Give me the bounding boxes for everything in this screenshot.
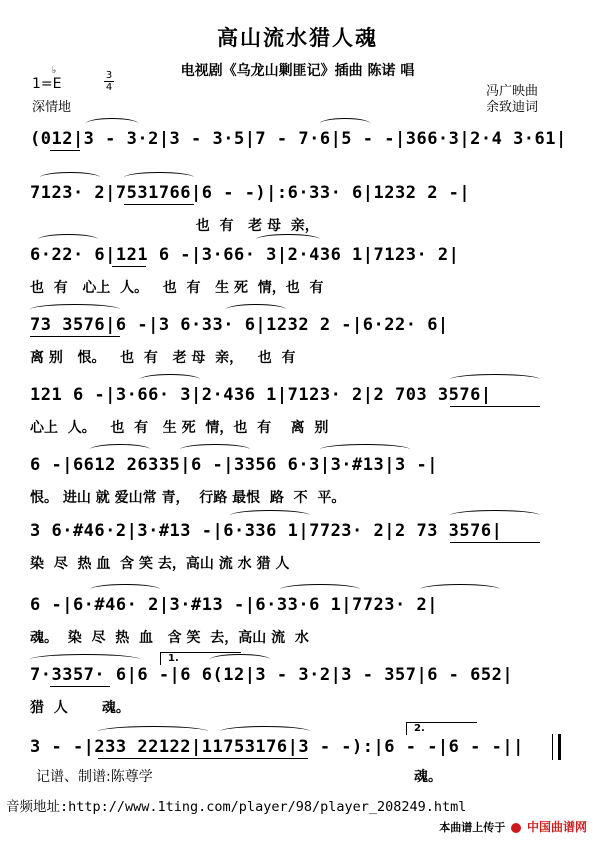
staff-lyrics: 染 尽 热 血 含 笑 去，高山 流 水 猎 人 xyxy=(30,556,290,572)
staff-lyrics: 离 别 恨。 也 有 老 母 亲， 也 有 xyxy=(30,350,296,366)
staff-notes: 3 - -|233 22122|11753176|3 - -):|6 - -|6 - -|| xyxy=(30,737,524,757)
upload-notice: 本曲谱上传于 xyxy=(439,821,506,834)
slur-mark xyxy=(140,374,200,385)
slur-mark xyxy=(420,584,500,595)
first-ending-number: 1. xyxy=(168,653,179,664)
underline-mark xyxy=(112,266,146,267)
staff-lyrics: 也 有 心上 人。 也 有 生 死 情，也 有 xyxy=(30,280,324,296)
underline-mark xyxy=(50,686,110,687)
slur-mark xyxy=(180,444,250,455)
underline-mark xyxy=(450,542,540,543)
staff-notes: 3 6·#46·2|3·#13 -|6·336 1|7723· 2|2 73 3576| xyxy=(30,521,503,541)
second-ending-number: 2. xyxy=(414,723,425,734)
time-signature xyxy=(104,70,114,93)
slur-mark xyxy=(320,118,370,129)
staff-line-5 xyxy=(30,380,570,446)
site-footer xyxy=(439,818,587,835)
lyricist: 余致迪词 xyxy=(486,100,539,115)
staff-lyrics: 恨。 进山 就 爱山常 青， 行路 最恨 路 不 平。 xyxy=(30,490,346,506)
staff-notes: 7·3357· 6|6 -|6 6(12|3 - 3·2|3 - 357|6 - 652| xyxy=(30,665,514,685)
slur-mark xyxy=(226,304,286,315)
underline-mark xyxy=(98,758,308,759)
staff-lyrics: 心上 人。 也 有 生 死 情，也 有 离 别 xyxy=(30,420,329,436)
underline-mark xyxy=(30,336,120,337)
transcription-credit: 记谱、制谱:陈尊学 xyxy=(36,769,153,785)
staff-line-3 xyxy=(30,240,570,306)
key-signature: 1=E xyxy=(32,76,62,92)
time-signature-bottom: 4 xyxy=(105,82,113,93)
staff-line-9 xyxy=(30,660,570,726)
staff-notes: 121 6 -|3·66· 3|2·436 1|7123· 2|2 703 3576| xyxy=(30,385,492,405)
staff-line-6 xyxy=(30,450,570,516)
staff-lyrics: 魂。 染 尽 热 血 含 笑 去，高山 流 水 xyxy=(30,630,309,646)
staff-notes: 7123· 2|7531766|6 - -)|:6·33· 6|1232 2 -| xyxy=(30,183,471,203)
slur-mark xyxy=(256,234,320,245)
slur-mark xyxy=(124,172,194,183)
staff-lyrics: 猎 人 魂。 xyxy=(30,700,130,716)
time-signature-top: 3 xyxy=(105,70,113,81)
slur-mark xyxy=(30,304,120,315)
staff-notes: 6 -|6·#46· 2|3·#13 -|6·33·6 1|7723· 2| xyxy=(30,595,438,615)
staff-line-4 xyxy=(30,310,570,376)
staff-notes: 73 3576|6 -|3 6·33· 6|1232 2 -|6·22· 6| xyxy=(30,315,449,335)
slur-mark xyxy=(450,510,540,521)
staff-notes: 6·22· 6|121 6 -|3·66· 3|2·436 1|7123· 2| xyxy=(30,245,460,265)
expression-mark: 深情地 xyxy=(32,100,72,115)
audio-link[interactable]: 音频地址:http://www.1ting.com/player/98/player_208249.html xyxy=(6,799,467,815)
staff-line-8 xyxy=(30,590,570,656)
staff-line-10 xyxy=(30,732,570,798)
flat-icon: ♭ xyxy=(52,66,57,76)
slur-mark xyxy=(90,444,150,455)
slur-mark xyxy=(280,584,360,595)
site-logo-icon xyxy=(511,823,521,833)
staff-line-7 xyxy=(30,516,570,582)
slur-mark xyxy=(320,444,410,455)
song-subtitle: 电视剧《乌龙山剿匪记》插曲 陈诺 唱 xyxy=(180,63,415,79)
final-barline xyxy=(552,734,561,760)
site-brand[interactable]: 中国曲谱网 xyxy=(526,820,587,834)
final-lyric: 魂。 xyxy=(414,769,442,785)
slur-mark xyxy=(220,726,310,737)
underline-mark xyxy=(450,406,540,407)
slur-mark xyxy=(90,584,160,595)
composer: 冯广映曲 xyxy=(486,84,539,99)
slur-mark xyxy=(40,172,100,183)
staff-notes: (012|3 - 3·2|3 - 3·5|7 - 7·6|5 - -|366·3|2·4 3·61| xyxy=(30,129,567,149)
slur-mark xyxy=(450,374,540,385)
underline-mark xyxy=(50,150,80,151)
staff-notes: 6 -|6612 26335|6 -|3356 6·3|3·#13|3 -| xyxy=(30,455,438,475)
slur-mark xyxy=(98,726,208,737)
slur-mark xyxy=(38,234,98,245)
slur-mark xyxy=(230,510,310,521)
staff-lyrics: 也 有 老 母 亲， xyxy=(30,218,319,234)
underline-mark xyxy=(124,204,194,205)
slur-mark xyxy=(30,654,140,665)
slur-mark xyxy=(86,118,138,129)
song-title: 高山流水猎人魂 xyxy=(217,26,378,50)
